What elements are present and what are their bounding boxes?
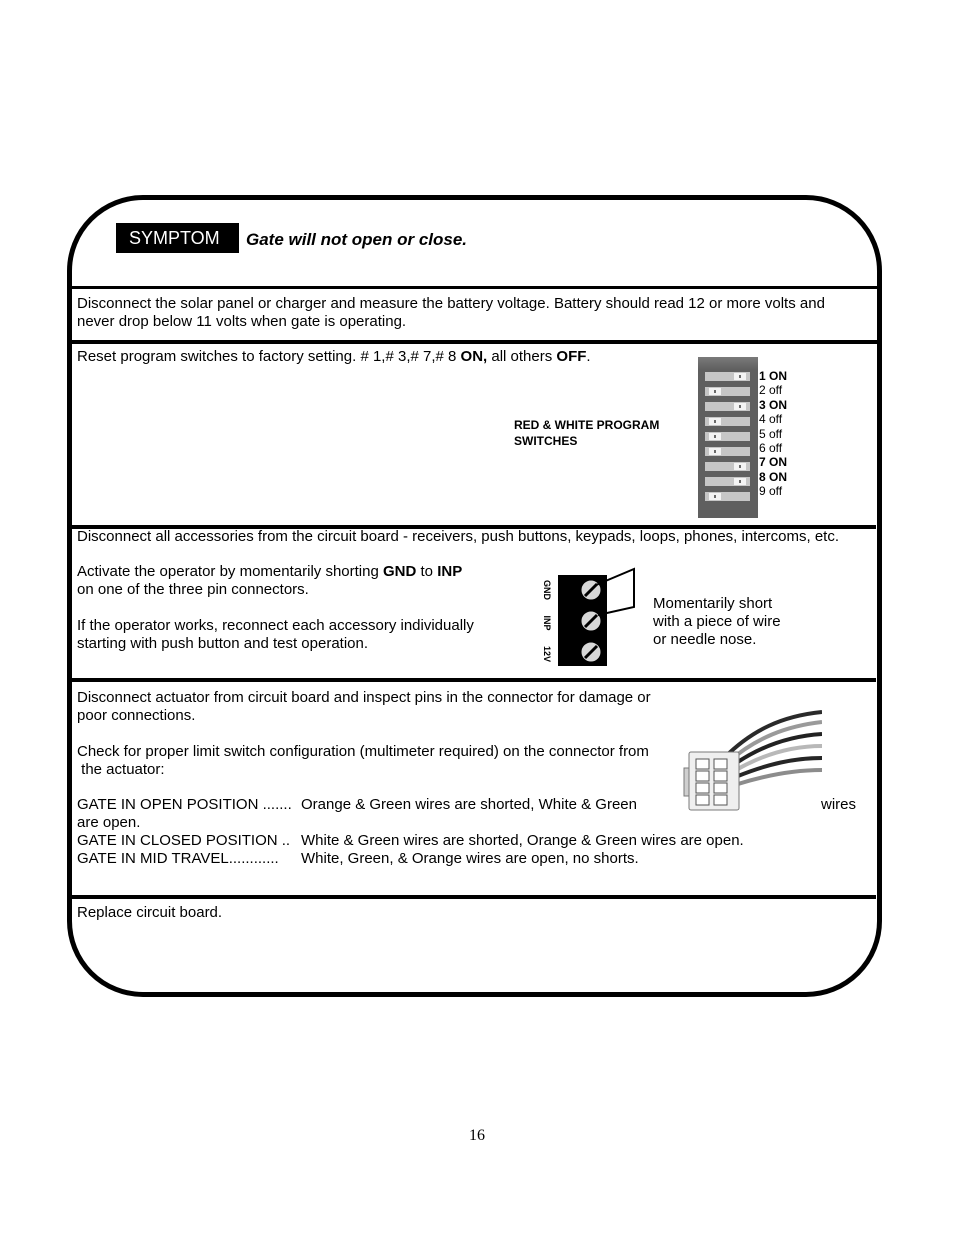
battery-step [77, 295, 825, 331]
divider-battery [70, 340, 878, 344]
reconnect-line: If the operator works, reconnect each accessory individually [77, 617, 474, 634]
reconnect-instruction [77, 617, 474, 653]
terminal-label-inp: INP [542, 615, 552, 631]
dip-switch-label: 9 off [759, 484, 783, 499]
terminal-screw-12v [581, 642, 601, 662]
activate-text-middle: to [416, 563, 438, 580]
dip-switch-label: 4 off [759, 412, 783, 427]
gate-closed-text: White & Green wires are shorted, Orange & Green wires are open. [301, 832, 744, 849]
terminal-screw-gnd [581, 580, 601, 600]
gate-open-continuation: are open. [77, 814, 141, 831]
switches-off-word: OFF [556, 348, 587, 365]
symptom-label: SYMPTOM [116, 223, 239, 253]
dip-switch-knob [734, 403, 746, 410]
gate-open-label: GATE IN OPEN POSITION ....... [77, 796, 292, 813]
dip-switch-3 [705, 402, 750, 411]
activate-text-before: Activate the operator by momentarily shorting [77, 563, 383, 580]
switches-step-line [77, 348, 591, 366]
switches-step [77, 348, 591, 366]
divider-header [70, 286, 880, 289]
dip-switch-label: 7 ON [759, 455, 788, 470]
short-note [653, 595, 781, 649]
gate-closed-label: GATE IN CLOSED POSITION .. [77, 832, 291, 849]
page-number: 16 [469, 1127, 485, 1144]
activate-instruction [77, 563, 462, 599]
limit-switch-check [77, 743, 649, 779]
symptom-title: Gate will not open or close. [246, 230, 468, 249]
dip-switch-knob [709, 493, 721, 500]
actuator-disconnect-line: poor connections. [77, 707, 196, 724]
switches-caption-line: RED & WHITE PROGRAM [514, 418, 660, 432]
dip-switch-knob [709, 418, 721, 425]
short-note-line: or needle nose. [653, 631, 757, 648]
gnd-word: GND [382, 563, 417, 580]
terminal-label-12v: 12V [542, 645, 552, 663]
inp-word: INP [437, 563, 463, 580]
dip-switch-7 [705, 462, 750, 471]
actuator-disconnect-line: Disconnect actuator from circuit board and inspect pins in the connector for damage or [77, 689, 651, 706]
dip-switch-1 [705, 372, 750, 381]
dip-switch-knob [734, 478, 746, 485]
switches-text-before: Reset program switches to factory setting. # 1,# 3,# 7,# 8 [77, 348, 461, 365]
limit-switch-check-line: Check for proper limit switch configuration (multimeter required) on the connector from [77, 743, 649, 760]
activate-line-2: on one of the three pin connectors. [77, 581, 309, 598]
gate-open-text: Orange & Green wires are shorted, White & Green [301, 796, 637, 813]
switches-text-end: . [586, 348, 591, 365]
gate-mid-text: White, Green, & Orange wires are open, no shorts. [301, 850, 639, 867]
dip-switch-label: 3 ON [759, 397, 788, 412]
dip-switch-labels [759, 369, 787, 499]
dip-switch-5 [705, 432, 750, 441]
dip-switch-2 [705, 387, 750, 396]
actuator-connector-image [682, 708, 822, 814]
dip-switch-knob [709, 388, 721, 395]
dip-switch-6 [705, 447, 750, 456]
dip-switch-8 [705, 477, 750, 486]
dip-switch-knob [734, 373, 746, 380]
dip-switch-bank [698, 357, 758, 518]
replace-board-step: Replace circuit board. [77, 904, 223, 921]
switches-caption-line: SWITCHES [514, 434, 578, 448]
battery-step-line: never drop below 11 volts when gate is operating. [77, 313, 407, 330]
dip-switch-label: 8 ON [759, 469, 788, 484]
divider-actuator [70, 895, 876, 899]
battery-step-line: Disconnect the solar panel or charger and measure the battery voltage. Battery should read 12 or more volts and [77, 295, 825, 312]
gate-open-overflow: wires [821, 796, 857, 813]
dip-switch-knob [709, 433, 721, 440]
terminal-block-diagram [538, 560, 642, 672]
reconnect-line: starting with push button and test operation. [77, 635, 369, 652]
limit-switch-check-line: the actuator: [77, 761, 165, 778]
short-note-line: with a piece of wire [653, 613, 781, 630]
dip-switch-4 [705, 417, 750, 426]
accessories-intro-line: Disconnect all accessories from the circuit board - receivers, push buttons, keypads, loops, phones, intercoms, etc. [77, 528, 840, 545]
divider-accessories [70, 678, 876, 682]
dip-switch-knob [734, 463, 746, 470]
activate-line [77, 563, 462, 581]
short-note-line: Momentarily short [653, 595, 773, 612]
gate-mid-label: GATE IN MID TRAVEL............ [77, 850, 279, 867]
actuator-disconnect [77, 689, 651, 725]
switches-caption [514, 417, 659, 449]
dip-switch-label: 6 off [759, 440, 783, 455]
dip-switch-knob [709, 448, 721, 455]
dip-switch-9 [705, 492, 750, 501]
accessories-intro [77, 528, 839, 546]
switches-text-middle: all others [487, 348, 557, 365]
dip-switch-label: 5 off [759, 426, 783, 441]
terminal-label-gnd: GND [542, 580, 552, 600]
switches-on-word: ON, [460, 348, 488, 365]
dip-switch-label: 2 off [759, 383, 783, 398]
dip-switch-label: 1 ON [759, 369, 788, 383]
